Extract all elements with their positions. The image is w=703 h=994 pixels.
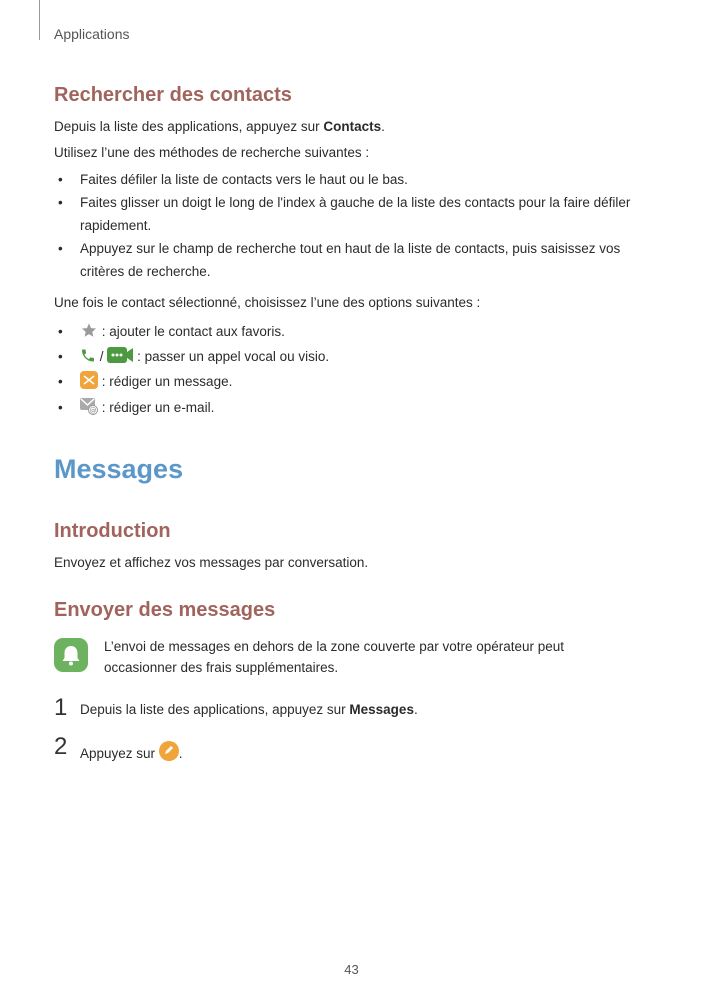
email-icon: [80, 397, 98, 415]
methods-intro: Utilisez l’une des méthodes de recherche suivantes :: [54, 145, 370, 160]
page-number: 43: [344, 962, 359, 977]
header-rule: [39, 0, 40, 40]
send-messages-title: Envoyer des messages: [54, 599, 276, 621]
messages-title: Messages: [54, 454, 184, 484]
svg-text:@: @: [89, 406, 97, 415]
options-intro: Une fois le contact sélectionné, choisissez l’une des options suivantes :: [54, 295, 481, 310]
bell-icon: [54, 638, 88, 672]
star-icon: [80, 322, 98, 339]
video-call-icon: [107, 346, 133, 364]
note-text: L’envoi de messages en dehors de la zone couverte par votre opérateur peut occasionner des frais supplémentaires.: [104, 639, 565, 675]
compose-icon: [159, 741, 179, 761]
contacts-intro: Depuis la liste des applications, appuyez sur Contacts.: [54, 119, 385, 134]
phone-icon: [80, 347, 96, 364]
message-icon: [80, 371, 98, 389]
contacts-search-title: Rechercher des contacts: [54, 84, 292, 106]
header-section: Applications: [54, 26, 130, 42]
introduction-text: Envoyez et affichez vos messages par conversation.: [54, 555, 369, 570]
introduction-title: Introduction: [54, 520, 171, 542]
